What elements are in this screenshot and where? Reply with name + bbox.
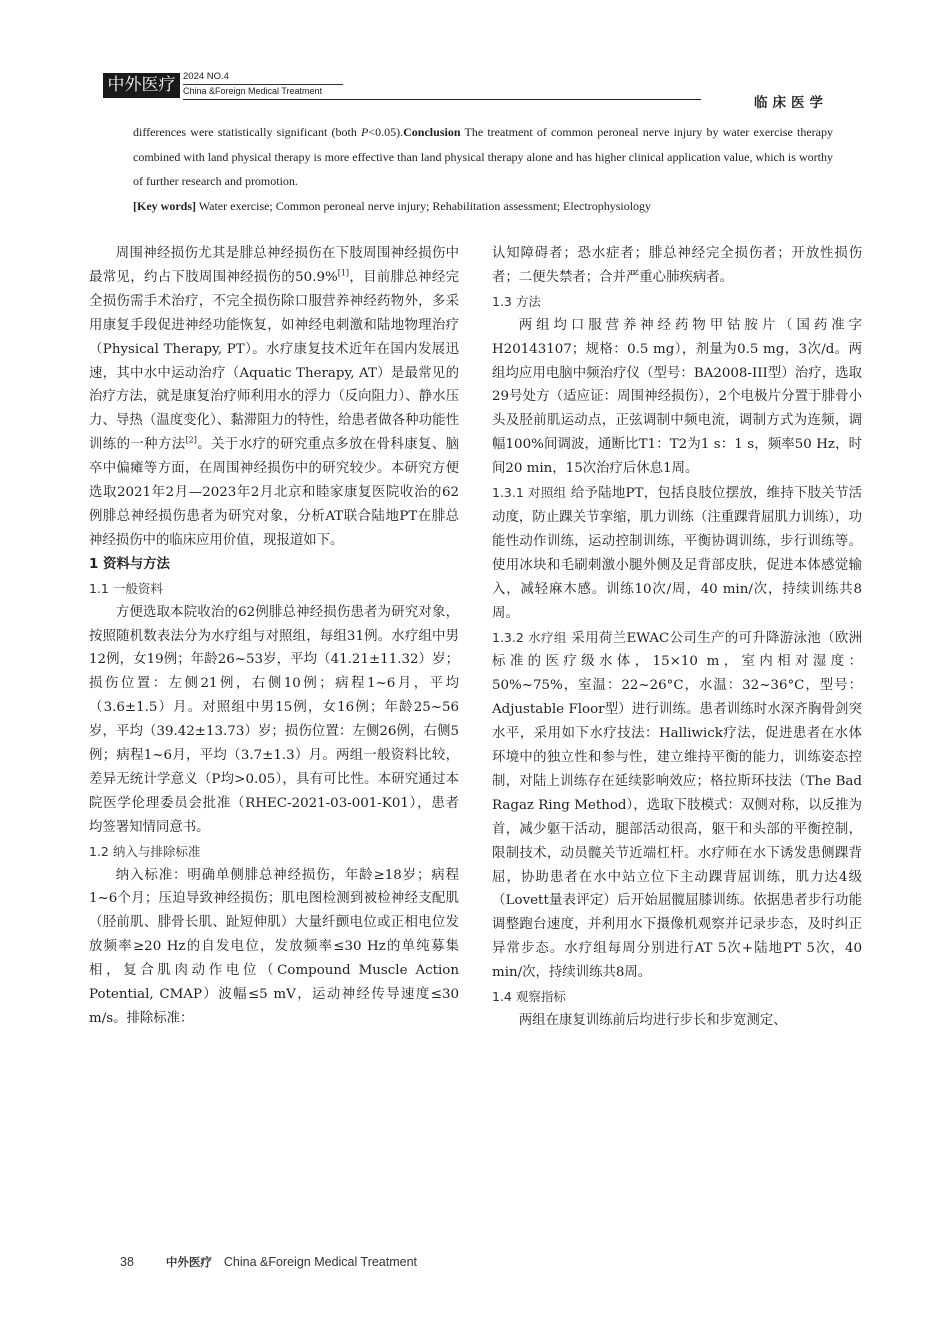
heading-materials-methods: 1 资料与方法: [89, 556, 170, 572]
section-tag: 临床医学: [754, 95, 828, 111]
control-group-paragraph: 1.3.1 对照组 给予陆地PT，包括良肢位摆放，维持下肢关节活动度，防止踝关节挛缩，肌力训练（注重踝背屈肌力训练），功能性动作训练，运动控制训练，平衡协调训练，步行训练等。使用冰块和毛刷刺激小腿外侧及足背部皮肤，促进本体感觉输入，减轻麻木感。训练10次/周，40 min/次，持续训练共8周。: [492, 485, 862, 621]
issue-number: 2024 NO.4: [183, 71, 229, 82]
general-data-paragraph: 方便选取本院收治的62例腓总神经损伤患者为研究对象，按照随机数表法分为水疗组与对照组，每组31例。水疗组中男12例，女19例；年龄26~53岁，平均（41.21±11.32）岁；损伤位置：左侧21例，右侧10例；病程1~6月，平均（3.6±1.5）月。对照组中男15例，女16例；年龄25~56岁，平均（39.42±13.73）岁；损伤位置：左侧26例，右侧5例；病程1~6月，平均（3.7±1.3）月。两组一般资料比较，差异无统计学意义（P均>0.05），具有可比性。本研究通过本院医学伦理委员会批准（RHEC-2021-03-001-K01），患者均签署知情同意书。: [89, 604, 459, 835]
abstract-english: [133, 120, 833, 218]
footer-journal-cn: 中外医疗: [165, 1255, 212, 1269]
citation-1: [1]: [337, 268, 350, 278]
key-words: [Key words] Water exercise; Common peroneal nerve injury; Rehabilitation assessment; Electrophysiology: [133, 198, 652, 213]
conclusion-label: Conclusion: [403, 125, 461, 139]
right-column: [492, 242, 862, 1033]
page-header: [103, 70, 828, 110]
abstract-conclusion: differences were statistically significant (both P<0.05).Conclusion The treatment of common peroneal nerve injury by water exercise therapy combined with land physical therapy is more effective than land physical therapy alone and has higher clinical application value, which is worthy of further research and promotion.: [133, 125, 833, 188]
criteria-paragraph: 纳入标准：明确单侧腓总神经损伤，年龄≥18岁；病程1~6个月；压迫导致神经损伤；肌电图检测到被检神经支配肌（胫前肌、腓骨长肌、趾短伸肌）大量纤颤电位或正相电位发放频率≥20 Hz的自发电位，发放频率≤30 Hz的单纯募集相，复合肌肉动作电位（Compound Muscle Action Potential, CMAP）波幅≤5 mV，运动神经传导速度≤30 m/s。排除标准：: [89, 867, 459, 1026]
heading-criteria: 1.2 纳入与排除标准: [89, 843, 201, 859]
page-footer: [120, 1254, 417, 1270]
intro-paragraph: 周围神经损伤尤其是腓总神经损伤在下肢周围神经损伤中最常见，约占下肢周围神经损伤的50.9%[1]，目前腓总神经完全损伤需手术治疗，不完全损伤除口服营养神经药物外，多采用康复手段促进神经功能恢复，如神经电刺激和陆地物理治疗（Physical Therapy, PT）。水疗康复技术近年在国内发展迅速，其中水中运动治疗（Aquatic Therapy, AT）是最常见的治疗方法，就是康复治疗师利用水的浮力（反向阻力）、静水压力、导热（温度变化）、黏滞阻力的特性，给患者做各种功能性训练的一种方法[2]。关于水疗的研究重点多放在骨科康复、脑卒中偏瘫等方面，在周围神经损伤中的研究较少。本研究方便选取2021年2月—2023年2月北京和睦家康复医院收治的62例腓总神经损伤患者为研究对象，分析AT联合陆地PT在腓总神经损伤中的临床应用价值，现报道如下。: [89, 246, 459, 548]
hydro-group-paragraph: 1.3.2 水疗组 采用荷兰EWAC公司生产的可升降游泳池（欧洲标准的医疗级水体，15×10 m，室内相对湿度：50%~75%，室温：22~26°C，水温：32~36°C，型号：Adjustable Floor型）进行训练。患者训练时水深齐胸骨剑突水平，采用如下水疗技法：Halliwick疗法，促进患者在水体环境中的独立性和参与性，建立维持平衡的能力，训练姿态控制，对陆上训练存在延续影响效应；格拉斯环技法（The Bad Ragaz Ring Method），选取下肢模式：双侧对称，以反推为首，减少躯干活动，腿部活动很高，躯干和头部的平衡控制，限制技术，动员髋关节近端杠杆。水疗师在水下诱发患侧踝背屈，协助患者在水中站立位下主动踝背屈训练，肌力达4级（Lovett量表评定）后开始屈髋屈膝训练。依据患者步行功能调整跑台速度，并利用水下摄像机观察并记录步态，及时纠正异常步态。水疗组每周分别进行AT 5次+陆地PT 5次，40 min/次，持续训练共8周。: [492, 629, 863, 981]
criteria-continued: 认知障碍者；恐水症者；腓总神经完全损伤者；开放性损伤者；二便失禁者；合并严重心肺疾病者。: [492, 246, 862, 285]
header-divider-short: [183, 84, 343, 85]
page-number: 38: [120, 1255, 134, 1269]
heading-observation: 1.4 观察指标: [492, 989, 566, 1005]
footer-journal-en: China &Foreign Medical Treatment: [223, 1255, 418, 1269]
methods-paragraph: 两组均口服营养神经药物甲钴胺片（国药准字H20143107；规格：0.5 mg），剂量为0.5 mg，3次/d。两组均应用电脑中频治疗仪（型号：BA2008-III型）治疗，选取29号处方（适应证：周围神经损伤），2个电极片分置于腓骨小头及胫前肌运动点，正弦调制中频电流，调制方式为连频，调幅100%间调波，通断比T1：T2为1 s：1 s，频率50 Hz，时间20 min，15次治疗后休息1周。: [492, 317, 862, 477]
header-divider-long: [183, 99, 701, 100]
observation-paragraph: 两组在康复训练前后均进行步长和步宽测定、: [518, 1013, 787, 1028]
key-words-label: [Key words]: [133, 198, 196, 213]
hydro-group-label: 1.3.2 水疗组: [492, 629, 567, 645]
journal-logo: 中外医疗: [103, 73, 180, 98]
control-group-label: 1.3.1 对照组: [492, 485, 567, 501]
journal-english-name: China &Foreign Medical Treatment: [183, 86, 323, 96]
citation-2: [2]: [185, 435, 197, 445]
heading-general-data: 1.1 一般资料: [89, 580, 163, 596]
heading-methods: 1.3 方法: [492, 293, 541, 309]
left-column: [89, 242, 459, 1031]
